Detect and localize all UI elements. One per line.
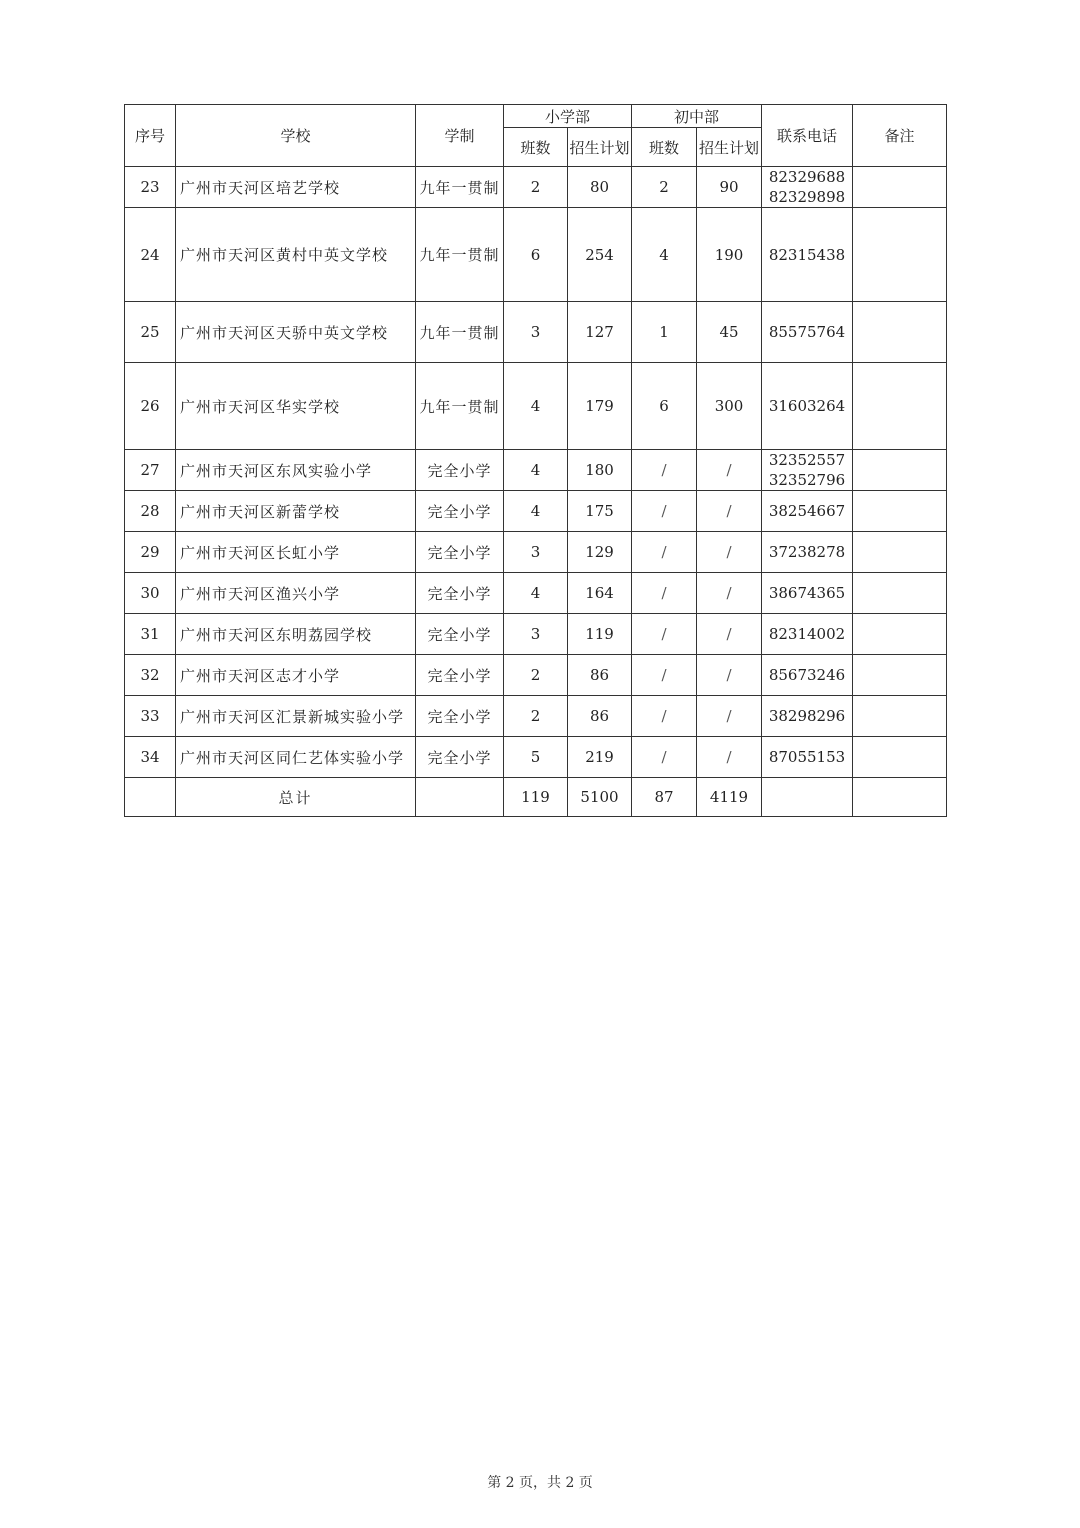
row-primary-classes: 3	[504, 532, 568, 573]
row-system: 九年一贯制	[416, 167, 504, 208]
row-primary-classes: 4	[504, 363, 568, 450]
phone-number: 32352557	[768, 451, 846, 469]
row-index: 30	[125, 573, 176, 614]
row-primary-classes: 3	[504, 614, 568, 655]
row-middle-plan: /	[697, 532, 762, 573]
row-index: 28	[125, 491, 176, 532]
row-school: 广州市天河区华实学校	[176, 363, 416, 450]
row-middle-classes: /	[632, 450, 697, 491]
row-index: 34	[125, 737, 176, 778]
row-primary-plan: 180	[568, 450, 632, 491]
total-system-cell	[416, 778, 504, 817]
row-system: 完全小学	[416, 532, 504, 573]
row-system: 完全小学	[416, 450, 504, 491]
phone-number: 31603264	[768, 397, 846, 415]
total-phone-cell	[762, 778, 853, 817]
row-middle-classes: /	[632, 491, 697, 532]
phone-number: 87055153	[768, 748, 846, 766]
row-middle-classes: /	[632, 614, 697, 655]
table-row	[125, 450, 947, 491]
total-middle-classes: 87	[632, 778, 697, 817]
header-primary-classes: 班数	[504, 128, 568, 167]
row-middle-classes: /	[632, 655, 697, 696]
row-primary-classes: 4	[504, 491, 568, 532]
row-phone	[762, 363, 853, 450]
row-index: 25	[125, 302, 176, 363]
phone-number: 32352796	[768, 471, 846, 489]
row-primary-plan: 164	[568, 573, 632, 614]
row-middle-plan: /	[697, 696, 762, 737]
row-remark	[853, 573, 947, 614]
row-middle-plan: /	[697, 614, 762, 655]
phone-number: 38674365	[768, 584, 846, 602]
row-primary-classes: 2	[504, 696, 568, 737]
row-primary-plan: 86	[568, 655, 632, 696]
row-middle-plan: /	[697, 491, 762, 532]
table-row	[125, 696, 947, 737]
header-primary-plan: 招生计划	[568, 128, 632, 167]
header-school: 学校	[176, 105, 416, 167]
row-system: 完全小学	[416, 655, 504, 696]
row-primary-classes: 5	[504, 737, 568, 778]
page-number-footer: 第 2 页，共 2 页	[487, 1475, 593, 1491]
phone-number: 38254667	[768, 502, 846, 520]
total-primary-classes: 119	[504, 778, 568, 817]
row-index: 32	[125, 655, 176, 696]
row-primary-plan: 86	[568, 696, 632, 737]
row-system: 九年一贯制	[416, 363, 504, 450]
row-middle-plan: 190	[697, 208, 762, 302]
total-primary-plan: 5100	[568, 778, 632, 817]
row-index: 26	[125, 363, 176, 450]
row-remark	[853, 655, 947, 696]
row-remark	[853, 302, 947, 363]
row-index: 24	[125, 208, 176, 302]
row-primary-classes: 4	[504, 450, 568, 491]
table-body	[125, 167, 947, 778]
row-primary-plan: 175	[568, 491, 632, 532]
header-phone: 联系电话	[762, 105, 853, 167]
phone-number: 82329688	[768, 168, 846, 186]
header-primary: 小学部	[504, 105, 632, 128]
row-phone	[762, 167, 853, 208]
row-primary-classes: 6	[504, 208, 568, 302]
row-middle-classes: 4	[632, 208, 697, 302]
row-primary-plan: 127	[568, 302, 632, 363]
row-phone	[762, 532, 853, 573]
row-remark	[853, 614, 947, 655]
row-school: 广州市天河区新蕾学校	[176, 491, 416, 532]
row-middle-classes: 1	[632, 302, 697, 363]
row-system: 完全小学	[416, 614, 504, 655]
row-phone	[762, 208, 853, 302]
row-primary-plan: 219	[568, 737, 632, 778]
row-school: 广州市天河区同仁艺体实验小学	[176, 737, 416, 778]
table-row	[125, 167, 947, 208]
phone-number: 85673246	[768, 666, 846, 684]
table-row	[125, 302, 947, 363]
header-system: 学制	[416, 105, 504, 167]
row-middle-classes: /	[632, 696, 697, 737]
row-phone	[762, 696, 853, 737]
row-remark	[853, 737, 947, 778]
row-primary-plan: 179	[568, 363, 632, 450]
row-phone	[762, 573, 853, 614]
row-remark	[853, 167, 947, 208]
phone-number: 37238278	[768, 543, 846, 561]
header-middle-plan: 招生计划	[697, 128, 762, 167]
row-middle-plan: 90	[697, 167, 762, 208]
row-index: 33	[125, 696, 176, 737]
row-system: 完全小学	[416, 573, 504, 614]
row-phone	[762, 737, 853, 778]
row-phone	[762, 491, 853, 532]
row-middle-plan: 300	[697, 363, 762, 450]
row-remark	[853, 491, 947, 532]
row-middle-classes: /	[632, 573, 697, 614]
row-index: 27	[125, 450, 176, 491]
row-school: 广州市天河区天骄中英文学校	[176, 302, 416, 363]
phone-number: 38298296	[768, 707, 846, 725]
row-remark	[853, 532, 947, 573]
row-primary-classes: 4	[504, 573, 568, 614]
row-school: 广州市天河区汇景新城实验小学	[176, 696, 416, 737]
row-middle-plan: 45	[697, 302, 762, 363]
row-index: 23	[125, 167, 176, 208]
table-row	[125, 363, 947, 450]
row-school: 广州市天河区黄村中英文学校	[176, 208, 416, 302]
row-remark	[853, 696, 947, 737]
total-row	[125, 778, 947, 817]
header-middle: 初中部	[632, 105, 762, 128]
row-school: 广州市天河区渔兴小学	[176, 573, 416, 614]
header-middle-classes: 班数	[632, 128, 697, 167]
table-row	[125, 655, 947, 696]
row-middle-classes: /	[632, 737, 697, 778]
table-row	[125, 573, 947, 614]
table-row	[125, 614, 947, 655]
row-remark	[853, 363, 947, 450]
phone-number: 82314002	[768, 625, 846, 643]
row-phone	[762, 655, 853, 696]
enrollment-table	[124, 104, 947, 817]
row-school: 广州市天河区长虹小学	[176, 532, 416, 573]
row-middle-plan: /	[697, 450, 762, 491]
total-remark-cell	[853, 778, 947, 817]
row-primary-classes: 3	[504, 302, 568, 363]
total-middle-plan: 4119	[697, 778, 762, 817]
row-phone	[762, 614, 853, 655]
row-middle-plan: /	[697, 655, 762, 696]
row-remark	[853, 208, 947, 302]
row-middle-classes: /	[632, 532, 697, 573]
phone-number: 82329898	[768, 188, 846, 206]
table-row	[125, 208, 947, 302]
table-row	[125, 532, 947, 573]
row-index: 31	[125, 614, 176, 655]
row-system: 九年一贯制	[416, 302, 504, 363]
row-middle-plan: /	[697, 573, 762, 614]
row-primary-classes: 2	[504, 655, 568, 696]
row-phone	[762, 302, 853, 363]
total-label: 总计	[176, 778, 416, 817]
table-row	[125, 737, 947, 778]
row-school: 广州市天河区东风实验小学	[176, 450, 416, 491]
row-system: 完全小学	[416, 491, 504, 532]
row-primary-plan: 119	[568, 614, 632, 655]
row-system: 九年一贯制	[416, 208, 504, 302]
row-system: 完全小学	[416, 737, 504, 778]
row-school: 广州市天河区志才小学	[176, 655, 416, 696]
total-index-cell	[125, 778, 176, 817]
row-system: 完全小学	[416, 696, 504, 737]
row-middle-plan: /	[697, 737, 762, 778]
row-school: 广州市天河区东明荔园学校	[176, 614, 416, 655]
row-remark	[853, 450, 947, 491]
row-middle-classes: 2	[632, 167, 697, 208]
phone-number: 82315438	[768, 245, 846, 264]
header-remark: 备注	[853, 105, 947, 167]
phone-number: 85575764	[768, 323, 846, 341]
row-primary-plan: 254	[568, 208, 632, 302]
table-row	[125, 491, 947, 532]
row-primary-plan: 80	[568, 167, 632, 208]
header-index: 序号	[125, 105, 176, 167]
row-index: 29	[125, 532, 176, 573]
row-phone	[762, 450, 853, 491]
row-school: 广州市天河区培艺学校	[176, 167, 416, 208]
row-middle-classes: 6	[632, 363, 697, 450]
row-primary-classes: 2	[504, 167, 568, 208]
row-primary-plan: 129	[568, 532, 632, 573]
